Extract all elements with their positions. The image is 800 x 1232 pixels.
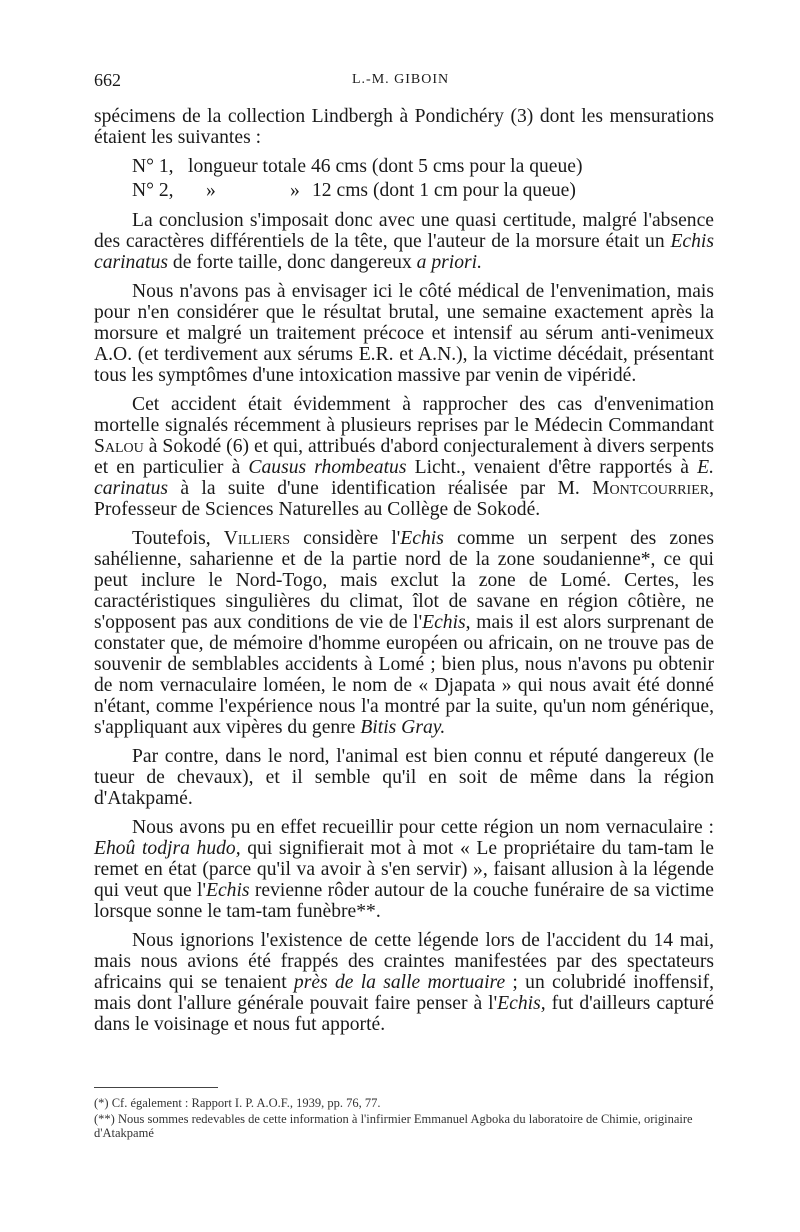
footnote: (*) Cf. également : Rapport I. P. A.O.F., 1939, pp. 76, 77. <box>94 1096 381 1110</box>
paragraph-8: Nous ignorions l'existence de cette légende lors de l'accident du 14 mai, mais nous avions été frappés des craintes manifestées par des spectateurs africains qui se tenaient près de la salle mortuaire ; un colubridé inoffensif, mais dont l'allure générale pouvait faire penser à l'Echis, fut d'ailleurs capturé dans le voisinage et nous fut apporté. <box>94 930 714 1035</box>
footnote-divider <box>94 1087 218 1088</box>
paragraph-2: La conclusion s'imposait donc avec une quasi certitude, malgré l'absence des caractères différentiels de la tête, que l'auteur de la morsure était un Echis carinatus de forte taille, donc dangereux a priori. <box>94 210 714 273</box>
list-item-text: longueur totale 46 cms (dont 5 cms pour la queue) <box>188 156 583 177</box>
list-item <box>94 180 714 204</box>
paragraph-3: Nous n'avons pas à envisager ici le côté médical de l'envenimation, mais pour n'en considérer que le résultat brutal, une semaine exactement après la morsure et malgré un traitement précoce et intensif au sérum anti-venimeux A.O. (et terdivement aux sérums E.R. et A.N.), la victime décédait, présentant tous les symptômes d'une intoxication massive par venin de vipéridé. <box>94 281 714 386</box>
list-item-number: N° 1, <box>132 156 174 177</box>
ditto-mark: » <box>290 180 300 201</box>
footnote: (**) Nous sommes redevables de cette information à l'infirmier Emmanuel Agboka du laboratoire de Chimie, originaire d'Atakpamé <box>94 1112 693 1140</box>
paragraph-4: Cet accident était évidemment à rapprocher des cas d'envenimation mortelle signalés récemment à plusieurs reprises par le Médecin Commandant Salou à Sokodé (6) et qui, attribués d'abord conjecturalement à divers serpents et en particulier à Causus rhombeatus Licht., venaient d'être rapportés à E. carinatus à la suite d'une identification réalisée par M. Montcourrier, Professeur de Sciences Naturelles au Collège de Sokodé. <box>94 394 714 520</box>
list-item-text: 12 cms (dont 1 cm pour la queue) <box>312 180 576 201</box>
measurement-list <box>94 156 714 204</box>
running-head: L.-M. GIBOIN <box>352 72 450 87</box>
page-number: 662 <box>94 70 121 90</box>
footnotes <box>94 1096 724 1142</box>
body-text <box>94 106 714 1043</box>
page-header <box>94 70 714 98</box>
paragraph-7: Nous avons pu en effet recueillir pour cette région un nom vernaculaire : Ehoû todjra hudo, qui signifierait mot à mot « Le propriétaire du tam-tam le remet en état (parce qu'il va avoir à s'en servir) », faisant allusion à la légende qui veut que l'Echis revienne rôder autour de la couche funéraire de sa victime lorsque sonne le tam-tam funèbre**. <box>94 817 715 922</box>
paragraph-1: spécimens de la collection Lindbergh à Pondichéry (3) dont les mensurations étaient les suivantes : <box>94 106 714 148</box>
list-item <box>94 156 714 180</box>
ditto-mark: » <box>206 180 216 201</box>
paragraph-6: Par contre, dans le nord, l'animal est bien connu et réputé dangereux (le tueur de chevaux), et il semble qu'il en soit de même dans la région d'Atakpamé. <box>94 746 714 809</box>
paragraph-5: Toutefois, Villiers considère l'Echis comme un serpent des zones sahélienne, saharienne et de la partie nord de la zone soudanienne*, ce qui peut inclure le Nord-Togo, mais exclut la zone de Lomé. Certes, les caractéristiques singulières du climat, îlot de savane en région côtière, ne s'opposent pas aux conditions de vie de l'Echis, mais il est alors surprenant de constater que, de mémoire d'homme européen ou africain, on ne trouve pas de souvenir de semblables accidents à Lomé ; bien plus, nous n'avons pu obtenir de nom vernaculaire loméen, le nom de « Djapata » qui nous avait été donné n'étant, comme l'expérience nous l'a montré par la suite, qu'un nom générique, s'appliquant aux vipères du genre Bitis Gray. <box>94 528 715 738</box>
list-item-number: N° 2, <box>132 180 174 201</box>
